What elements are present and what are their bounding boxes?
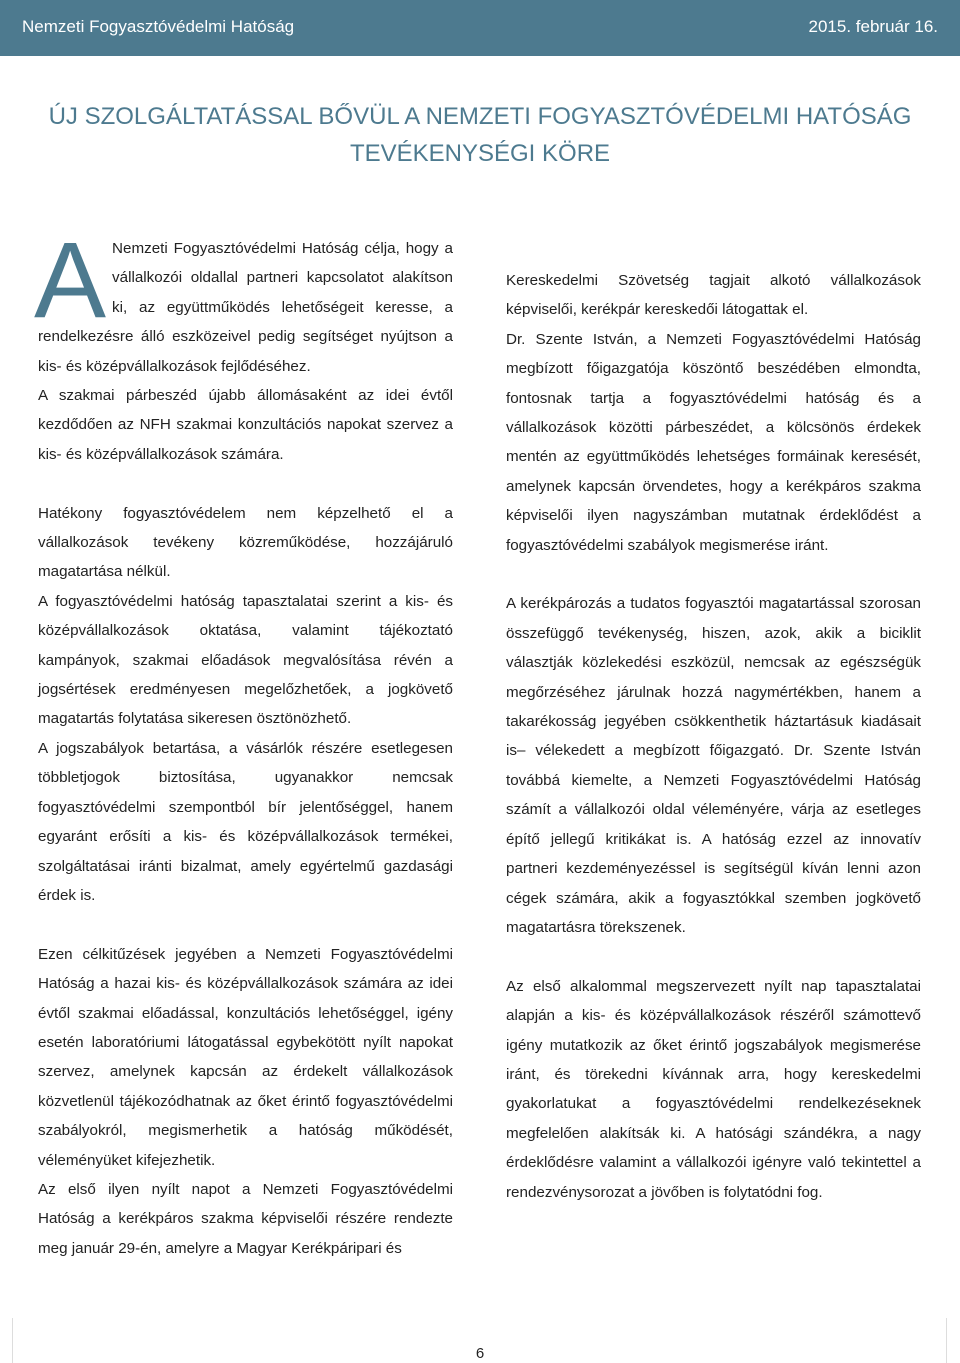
left-column: [34, 219, 453, 1263]
paragraph: A jogszabályok betartása, a vásárlók részére esetlegesen többletjogok biztosítása, ugyanakkor nemcsak fogyasztóvédelmi szempontból bír jelentőséggel, hanem egyaránt erősíti a kis- és középvállalkozások termékei, szolgáltatásai iránti bizalmat, amely egyértelmű gazdasági érdek is.: [38, 739, 453, 904]
article-title: ÚJ SZOLGÁLTATÁSSAL BŐVÜL A NEMZETI FOGYASZTÓVÉDELMI HATÓSÁG TEVÉKENYSÉGI KÖRE: [48, 103, 912, 167]
paragraph: Hatékony fogyasztóvédelem nem képzelhető el a vállalkozások tevékeny közreműködése, hozzájáruló magatartása nélkül.: [38, 504, 453, 581]
page-number: 6: [475, 1345, 485, 1362]
paragraph: A kerékpározás a tudatos fogyasztói magatartással szorosan összefüggő tevékenység, hiszen, azok, akik a biciklit választják közlekedési eszközül, nemcsak az egészségük megőrzéséhez járulnak hozzá nagymértékben, hanem a takarékosság jegyében csökkenthetik háztartásuk kiadásait is– vélekedett a megbízott főigazgató. Dr. Szente István továbbá kiemelte, a Nemzeti Fogyasztóvédelmi Hatóság számít a vállalkozói oldal véleményére, várja az esetleges építő jellegű kritikákat is. A hatóság ezzel az innovatív partneri kezdeményezéssel is segítségül kíván lenni azon cégek számára, akik a fogyasztókkal szemben jogkövető magatartásra törekszenek.: [506, 595, 921, 936]
header-date: 2015. február 16.: [808, 17, 938, 36]
paragraph: Dr. Szente István, a Nemzeti Fogyasztóvédelmi Hatóság megbízott főigazgatója köszöntő beszédében elmondta, fontosnak tartja a fogyasztóvédelmi hatóság és a vállalkozások közötti párbeszédet, a kölcsönös érdekek mentén az együttműködés lehetséges formáinak keresését, amelynek kapcsán örvendetes, hogy a kerékpáros szakma képviselői ilyen nagyszámban mutatnak érdeklődést a fogyasztóvédelmi szabályok megismerése iránt.: [506, 330, 921, 554]
paragraph: Kereskedelmi Szövetség tagjait alkotó vállalkozások képviselői, kerékpár kereskedői látogattak el.: [506, 272, 921, 319]
paragraph: A fogyasztóvédelmi hatóság tapasztalatai szerint a kis- és középvállalkozások oktatása, valamint tájékoztató kampányok, szakmai előadások megvalósítása révén a jogsértések eredményesen megelőzhetőek, a jogkövető magatartás folytatása sikeresen ösztönözhető.: [38, 592, 453, 728]
paragraph-intro-text: Nemzeti Fogyasztóvédelmi Hatóság célja, hogy a vállalkozói oldallal partneri kapcsolatot alakítson ki, az együttműködés lehetőségeit keresse, a rendelkezésre álló eszközeivel pedig segítséget nyújtson a kis- és középvállalkozások fejlődéséhez.: [38, 240, 453, 375]
paragraph: Az első alkalommal megszervezett nyílt nap tapasztalatai alapján a kis- és középvállalkozások részéről számottevő igény mutatkozik az őket érintő jogszabályok megismerése iránt, és törekedni kívánnak arra, hogy kereskedelmi gyakorlatukat a fogyasztóvédelmi rendelkezéseknek megfelelően alakítsák ki. A hatósági szándékra, a nagy érdeklődésre valamint a vállalkozói igényre való tekintettel a rendezvénysorozat a jövőben is folytatódni fog.: [506, 977, 921, 1201]
paragraph: Ezen célkitűzések jegyében a Nemzeti Fogyasztóvédelmi Hatóság a hazai kis- és középvállalkozások számára az idei évtől szakmai előadással, konzultációs lehetőséggel, igény esetén laboratóriumi látogatással egybekötött nyílt napokat szervez, amelynek kapcsán az érdekelt vállalkozások közvetlenül tájékozódhatnak az őket érintő fogyasztóvédelmi szabályokról, megismerhetik a hatóság működését, véleményüket kifejezhetik.: [38, 945, 453, 1169]
dropcap: A: [34, 219, 107, 340]
paragraph: Az első ilyen nyílt napot a Nemzeti Fogyasztóvédelmi Hatóság a kerékpáros szakma képviselői részére rendezte meg január 29-én, amelyre a Magyar Kerékpáripari és: [38, 1180, 453, 1257]
right-column: [506, 266, 921, 1207]
paragraph: A szakmai párbeszéd újabb állomásaként az idei évtől kezdődően az NFH szakmai konzultációs napokat szervez a kis- és középvállalkozások számára.: [38, 387, 453, 463]
header-bar: [0, 0, 960, 56]
header-org: Nemzeti Fogyasztóvédelmi Hatóság: [22, 17, 295, 36]
paragraph-intro: [34, 219, 453, 381]
